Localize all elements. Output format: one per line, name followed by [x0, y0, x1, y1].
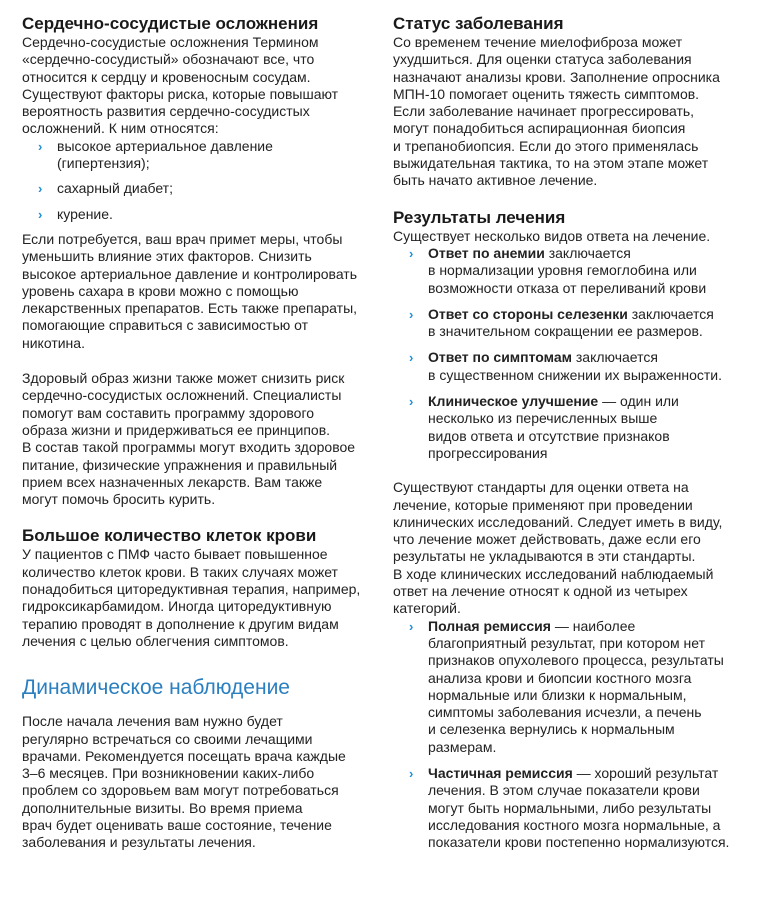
blood-cells-text: У пациентов с ПМФ часто бывает повышенное количество клеток крови. В таких случаях может понадобиться циторедуктивная терапия, например, гидроксикарбамидом. Иногда циторедуктивную терапию проводят в дополнение к другим видам лечения с целью облегчения симптомов. — [22, 546, 361, 649]
response-desc: — один или несколько из перечисленных выше видов ответа и отсутствие признаков прогрессирования — [428, 393, 679, 461]
list-item — [22, 206, 367, 223]
risk-item-text: курение. — [57, 205, 113, 222]
response-term: Ответ со стороны селезенки — [428, 305, 628, 322]
list-item — [393, 306, 745, 341]
right-column — [393, 14, 745, 860]
category-desc: — хороший результат лечения. В этом случае показатели крови могут быть нормальными, либо результаты исследования костного мозга нормальные, а показатели крови постепенно нормализуются. — [428, 764, 730, 851]
response-term: Ответ по анемии — [428, 244, 545, 261]
blood-cells-heading: Большое количество клеток крови — [22, 526, 317, 546]
standards-text: Существуют стандарты для оценки ответа на лечение, которые применяют при проведении клинических исследований. Следует иметь в виду, что лечение может действовать, даже если его результаты не укладываются в эти стандарты. В ходе клинических исследований наблюдаемый ответ на лечение относят к одной из четырех категорий. — [393, 479, 723, 617]
chevron-right-icon: › — [38, 138, 43, 154]
cardio-heading: Сердечно-сосудистые осложнения — [22, 14, 319, 33]
list-item — [393, 349, 745, 384]
results-heading: Результаты лечения — [393, 207, 566, 227]
chevron-right-icon: › — [409, 765, 414, 781]
cardio-paragraph-1: Если потребуется, ваш врач примет меры, чтобы уменьшить влияние этих факторов. Снизить высокое артериальное давление и контролировать уровень сахара в крови можно с помощью лекарственных препаратов. Есть также препараты, помогающие справиться с зависимостью от никотина. — [22, 230, 358, 351]
list-item — [22, 138, 367, 173]
left-column — [22, 14, 367, 852]
response-desc: заключается в нормализации уровня гемоглобина или возможности отказа от переливаний крови — [428, 244, 707, 296]
category-desc: — наиболее благоприятный результат, при котором нет признаков опухолевого процесса, результаты анализа крови и биопсии костного мозга нормальные или близки к нормальным, симптомы заболевания исчезли, а печень и селезенка вернулись к нормальным размерам. — [428, 617, 724, 755]
category-term: Полная ремиссия — [428, 617, 551, 634]
response-desc: заключается в значительном сокращении ее размеров. — [428, 305, 714, 340]
results-intro: Существует несколько видов ответа на лечение. — [393, 227, 711, 244]
response-term: Ответ по симптомам — [428, 349, 572, 366]
list-item — [393, 765, 745, 851]
chevron-right-icon: › — [409, 306, 414, 322]
category-term: Частичная ремиссия — [428, 764, 573, 781]
monitoring-text: После начала лечения вам нужно будет регулярно встречаться со своими лечащими врачами. Рекомендуется посещать врача каждые 3–6 месяцев. При возникновении каких-либо проблем со здоровьем вам могут потребоваться дополнительные визиты. Во время приема врач будет оценивать ваше состояние, течение заболевания и результаты лечения. — [22, 713, 346, 851]
risk-factors-list — [22, 138, 367, 223]
cardio-intro: Сердечно-сосудистые осложнения Термином «сердечно-сосудистый» обозначают все, что относится к сердцу и кровеносным сосудам. Существуют факторы риска, которые повышают вероятность развития сердечно-сосудистых осложнений. К ним относятся: — [22, 34, 339, 137]
status-heading: Статус заболевания — [393, 14, 564, 33]
monitoring-heading: Динамическое наблюдение — [22, 676, 290, 700]
chevron-right-icon: › — [409, 350, 414, 366]
cardio-paragraph-2: Здоровый образ жизни также может снизить риск сердечно-сосудистых осложнений. Специалисты помогут вам составить программу здорового образа жизни и придерживаться ее принципов. В состав такой программы могут входить здоровое питание, физические упражнения и правильный прием всех назначенных лекарств. Вам также могут помочь бросить курить. — [22, 370, 356, 508]
list-item — [393, 245, 745, 297]
chevron-right-icon: › — [409, 394, 414, 410]
response-desc: заключается в существенном снижении их выраженности. — [428, 349, 722, 383]
list-item — [393, 618, 745, 756]
risk-item-text: сахарный диабет; — [57, 180, 173, 197]
list-item — [22, 180, 367, 197]
list-item — [393, 393, 745, 462]
chevron-right-icon: › — [38, 206, 43, 222]
response-types-list — [393, 245, 745, 462]
chevron-right-icon: › — [409, 245, 414, 261]
chevron-right-icon: › — [38, 181, 43, 197]
status-text: Со временем течение миелофиброза может ухудшиться. Для оценки статуса заболевания назначают анализы крови. Заполнение опросника МПН-10 помогает оценить тяжесть симптомов. Если заболевание начинает прогрессировать, могут понадобиться аспирационная биопсия и трепанобиопсия. Если до этого применялась выжидательная тактика, то на этом этапе может быть начато активное лечение. — [393, 34, 720, 189]
risk-item-text: высокое артериальное давление (гипертензия); — [57, 137, 273, 172]
response-categories-list — [393, 618, 745, 852]
response-term: Клиническое улучшение — [428, 393, 599, 410]
chevron-right-icon: › — [409, 618, 414, 634]
